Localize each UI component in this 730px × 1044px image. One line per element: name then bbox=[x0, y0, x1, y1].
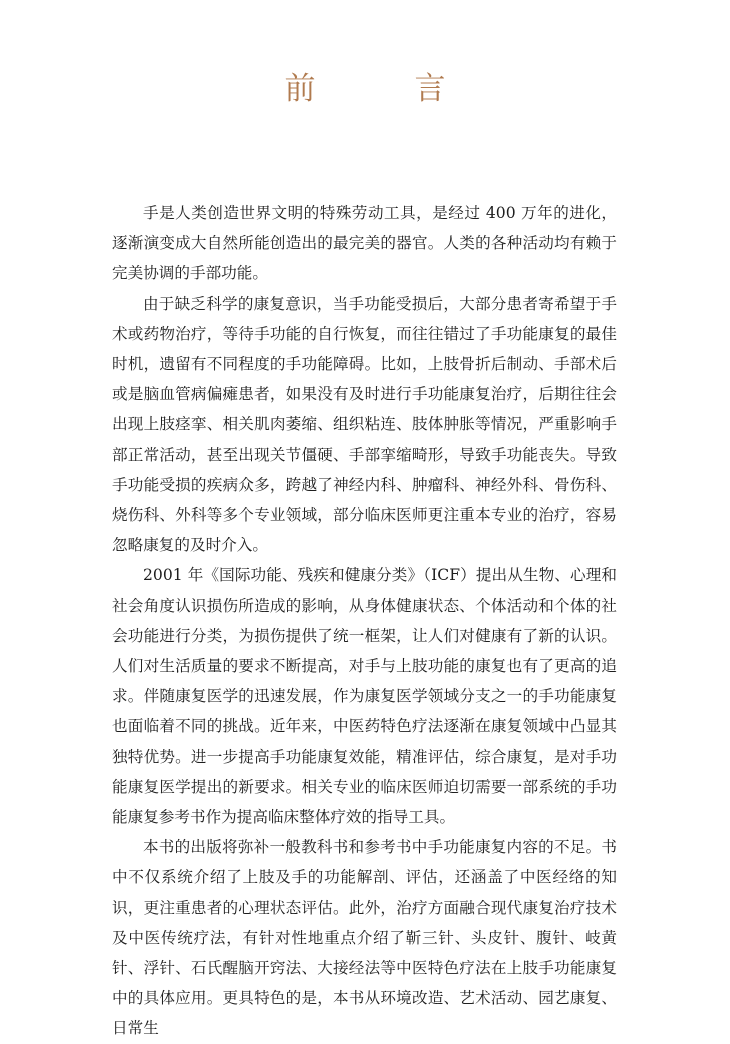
paragraph-3: 2001 年《国际功能、残疾和健康分类》（ICF）提出从生物、心理和社会角度认识损伤所造成的影响，从身体健康状态、个体活动和个体的社会功能进行分类，为损伤提供了统一框架，让人们对健康有了新的认识。人们对生活质量的要求不断提高，对手与上肢功能的康复也有了更高的追求。伴随康复医学的迅速发展，作为康复医学领域分支之一的手功能康复也面临着不同的挑战。近年来，中医药特色疗法逐渐在康复领域中凸显其独特优势。进一步提高手功能康复效能，精准评估，综合康复，是对手功能康复医学提出的新要求。相关专业的临床医师迫切需要一部系统的手功能康复参考书作为提高临床整体疗效的指导工具。 bbox=[112, 566, 617, 827]
paragraph-1: 手是人类创造世界文明的特殊劳动工具，是经过 400 万年的进化，逐渐演变成大自然所能创造出的最完美的器官。人类的各种活动均有赖于完美协调的手部功能。 bbox=[112, 204, 617, 283]
paragraph-4: 本书的出版将弥补一般教科书和参考书中手功能康复内容的不足。书中不仅系统介绍了上肢及手的功能解剖、评估，还涵盖了中医经络的知识，更注重患者的心理状态评估。此外，治疗方面融合现代康复治疗技术及中医传统疗法，有针对性地重点介绍了靳三针、头皮针、腹针、岐黄针、浮针、石氏醒脑开窍法、大接经法等中医特色疗法在上肢手功能康复中的具体应用。更具特色的是，本书从环境改造、艺术活动、园艺康复、日常生 bbox=[112, 838, 617, 1038]
preface-body bbox=[112, 198, 617, 1044]
page-title: 前 言 bbox=[284, 71, 480, 107]
paragraph-2: 由于缺乏科学的康复意识，当手功能受损后，大部分患者寄希望于手术或药物治疗，等待手功能的自行恢复，而往往错过了手功能康复的最佳时机，遗留有不同程度的手功能障碍。比如，上肢骨折后制动、手部术后或是脑血管病偏瘫患者，如果没有及时进行手功能康复治疗，后期往往会出现上肢痉挛、相关肌肉萎缩、组织粘连、肢体肿胀等情况，严重影响手部正常活动，甚至出现关节僵硬、手部挛缩畸形，导致手功能丧失。导致手功能受损的疾病众多，跨越了神经内科、肿瘤科、神经外科、骨伤科、烧伤科、外科等多个专业领域，部分临床医师更注重本专业的治疗，容易忽略康复的及时介入。 bbox=[112, 294, 617, 555]
